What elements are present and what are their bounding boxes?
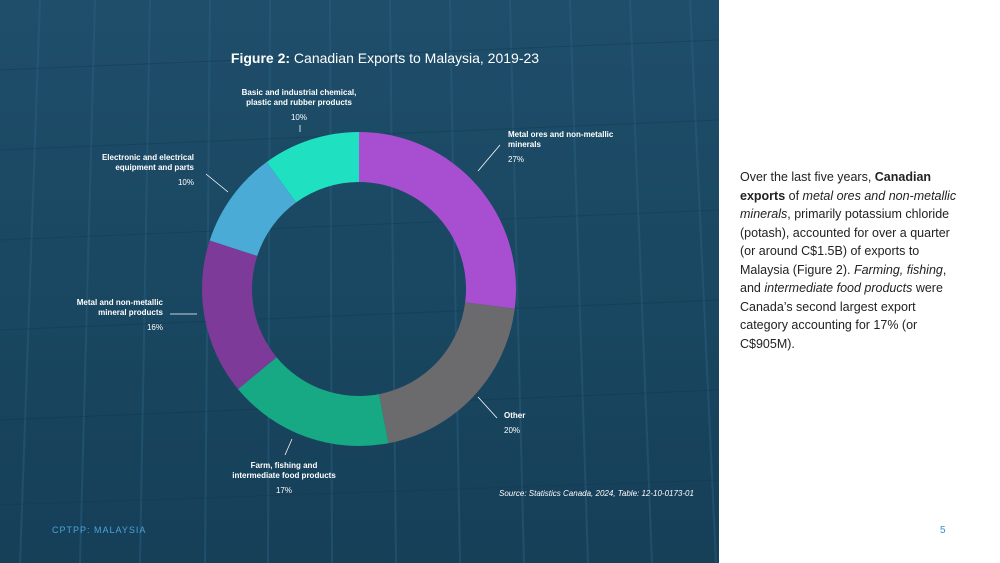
slice-percent-1: 27%: [508, 155, 525, 164]
body-text-3: , primarily potassium chloride (potash), accounted for over a quarter (or around C$1.5B) of exports to Malaysia (Figure 2).: [740, 207, 950, 277]
donut-slice-3: [238, 357, 388, 446]
slice-label-4: [48, 298, 163, 333]
slice-name-line: intermediate food products: [232, 471, 336, 480]
slice-name-line: minerals: [508, 140, 541, 149]
slice-percent-6: 10%: [290, 113, 307, 122]
body-bold-1: Canadian exports: [740, 170, 932, 203]
leader-line-3: [285, 439, 292, 455]
slice-name-line: Metal ores and non-metallic: [508, 130, 614, 139]
figure-label: Figure 2:: [230, 50, 291, 66]
slice-percent-4: 16%: [146, 323, 163, 332]
leader-line-2: [478, 397, 497, 418]
slice-label-5: [72, 153, 194, 188]
source-note: Source: Statistics Canada, 2024, Table: 12-10-0173-01: [499, 489, 694, 498]
slice-name-line: mineral products: [98, 308, 163, 317]
slice-name-line: plastic and rubber products: [246, 98, 352, 107]
body-italic-2: Farming, fishing: [853, 262, 943, 277]
slice-label-2: [504, 411, 525, 436]
donut-slice-1: [359, 132, 516, 309]
slice-name-line: Basic and industrial chemical,: [241, 88, 357, 97]
body-text-4: , and: [740, 262, 947, 295]
slice-name-line: Farm, fishing and: [250, 461, 318, 470]
figure-title-text: Canadian Exports to Malaysia, 2019-23: [293, 50, 540, 66]
body-text-2: of: [785, 188, 803, 203]
slice-label-6: [229, 88, 369, 123]
leader-line-5: [206, 174, 228, 192]
body-italic-3: intermediate food products: [764, 281, 913, 295]
slice-percent-2: 20%: [504, 426, 521, 435]
footer-brand: CPTPP: MALAYSIA: [52, 525, 147, 535]
body-italic-1: metal ores and non-metallic minerals: [740, 188, 957, 221]
donut-slice-2: [379, 302, 515, 443]
body-text-1: Over the last five years,: [740, 170, 875, 184]
slice-label-3: [219, 461, 349, 496]
slice-name-line: Electronic and electrical: [101, 153, 194, 162]
page-number: 5: [940, 525, 946, 536]
slice-name-line: Other: [504, 411, 526, 420]
slice-percent-5: 10%: [177, 178, 194, 187]
slice-percent-3: 17%: [275, 486, 292, 495]
slice-name-line: Metal and non-metallic: [76, 298, 163, 307]
body-paragraph: [740, 168, 960, 353]
slice-label-1: [508, 130, 613, 165]
slice-name-line: equipment and parts: [115, 163, 194, 172]
leader-line-1: [478, 145, 500, 171]
body-text-5: were Canada’s second largest export category accounting for 17% (or C$905M).: [740, 281, 943, 351]
